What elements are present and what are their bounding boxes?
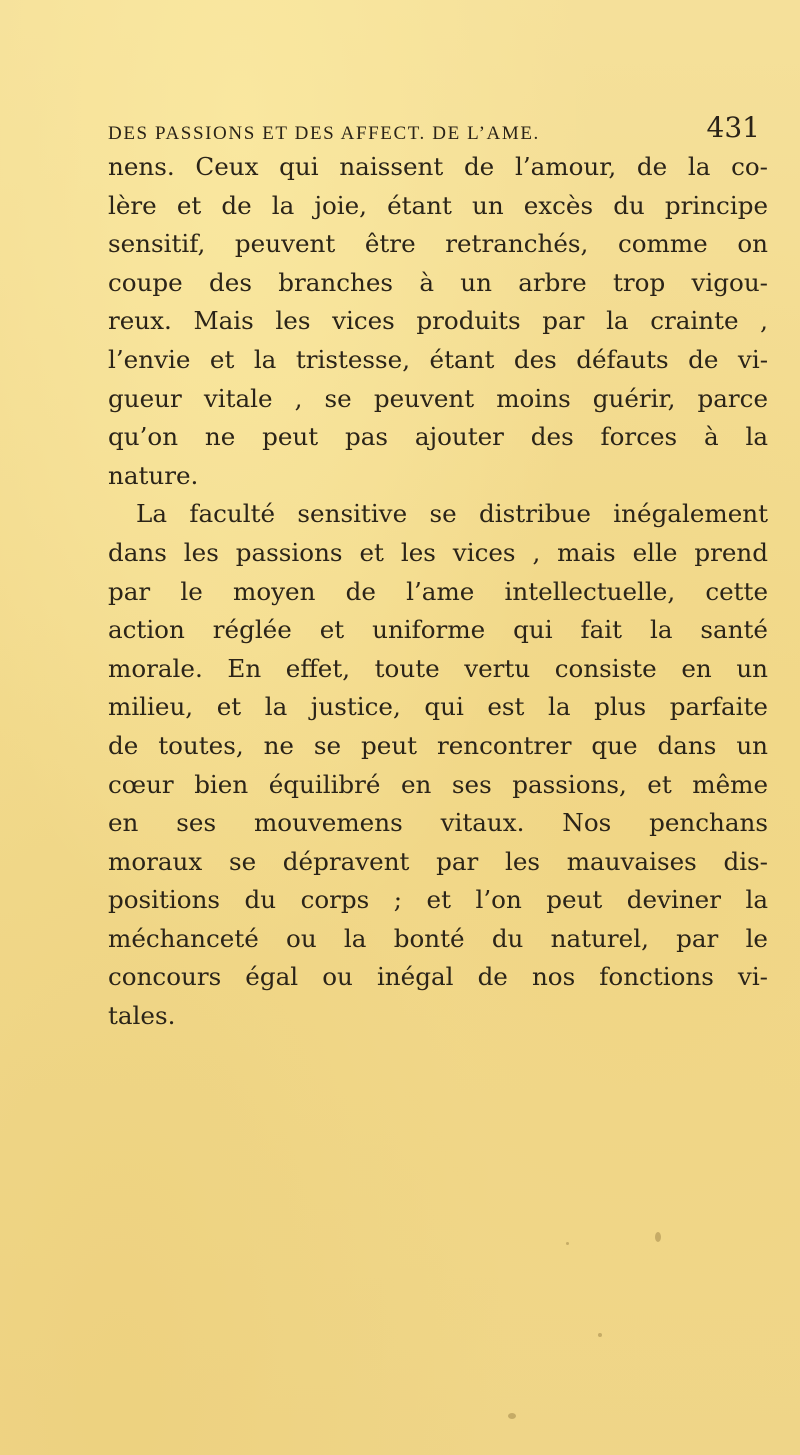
text-line-paragraph-start: La faculté sensitive se distribue inégalement: [136, 499, 768, 529]
text-line: coupe des branches à un arbre trop vigou-: [108, 267, 768, 297]
text-line: l’envie et la tristesse, étant des défauts de vi-: [108, 344, 768, 374]
text-line: milieu, et la justice, qui est la plus parfaite: [108, 692, 768, 722]
page-number: 431: [706, 111, 760, 144]
paper-speck: [598, 1333, 602, 1337]
text-line: reux. Mais les vices produits par la crainte ,: [108, 306, 768, 336]
body-text: [108, 148, 768, 1036]
text-line: gueur vitale , se peuvent moins guérir, parce: [108, 383, 768, 413]
text-line: méchanceté ou la bonté du naturel, par le: [108, 923, 768, 953]
text-line-paragraph-end: nature.: [108, 460, 199, 490]
text-line: qu’on ne peut pas ajouter des forces à la: [108, 422, 768, 452]
text-line: positions du corps ; et l’on peut deviner la: [108, 885, 768, 915]
text-line: nens. Ceux qui naissent de l’amour, de la co-: [108, 152, 768, 181]
running-title: DES PASSIONS ET DES AFFECT. DE L’AME.: [108, 123, 540, 144]
text-line: cœur bien équilibré en ses passions, et même: [108, 769, 768, 799]
text-line: lère et de la joie, étant un excès du principe: [108, 190, 768, 220]
paper-speck: [703, 895, 707, 899]
paper-speck: [566, 1242, 569, 1245]
text-line: concours égal ou inégal de nos fonctions vi-: [108, 962, 768, 992]
text-line: de toutes, ne se peut rencontrer que dans un: [108, 730, 768, 760]
text-line: moraux se dépravent par les mauvaises dis-: [108, 846, 768, 876]
text-line: action réglée et uniforme qui fait la santé: [108, 615, 768, 645]
text-line: dans les passions et les vices , mais elle prend: [108, 537, 768, 567]
text-line: par le moyen de l’ame intellectuelle, cette: [108, 576, 768, 606]
text-line: sensitif, peuvent être retranchés, comme on: [108, 229, 768, 259]
text-line: morale. En effet, toute vertu consiste en un: [108, 653, 768, 683]
running-head: [108, 111, 768, 147]
paper-speck: [655, 1232, 661, 1242]
text-line-paragraph-end: tales.: [108, 1001, 176, 1031]
text-line: en ses mouvemens vitaux. Nos penchans: [108, 808, 768, 838]
paper-speck: [508, 1413, 516, 1419]
